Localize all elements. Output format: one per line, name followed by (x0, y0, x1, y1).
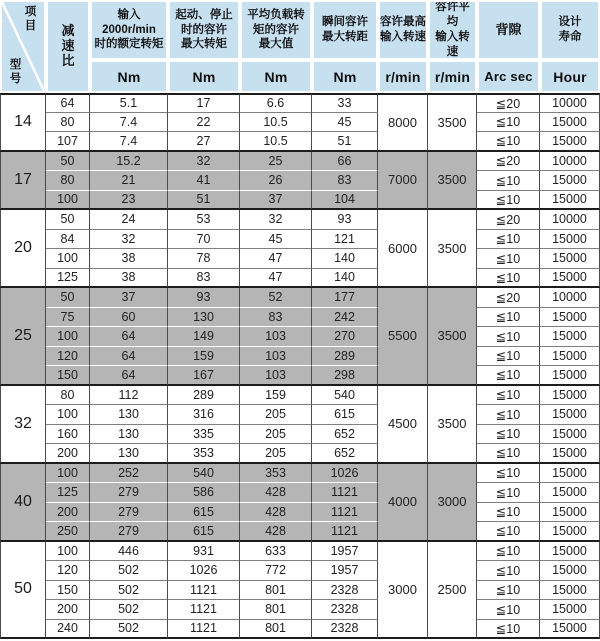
ratio-cell: 50 (46, 152, 90, 172)
start-stop-torque-cell: 78 (168, 249, 240, 269)
backlash-cell: ≦10 (477, 171, 540, 191)
max-input-speed-cell: 7000 (378, 152, 428, 211)
avg-load-torque-cell: 159 (240, 386, 312, 406)
diagonal-label-model: 型号 (9, 59, 22, 86)
start-stop-torque-cell: 1121 (168, 620, 240, 640)
avg-input-speed-cell: 2500 (428, 542, 477, 640)
rated-torque-cell: 279 (90, 483, 168, 503)
ratio-cell: 120 (46, 561, 90, 581)
rated-torque-cell: 130 (90, 444, 168, 464)
header-design-life (540, 0, 600, 60)
design-life-cell: 15000 (540, 581, 600, 601)
design-life-cell: 15000 (540, 600, 600, 620)
instant-torque-cell: 1957 (312, 561, 378, 581)
header-line: 最大转矩 (181, 38, 227, 51)
rated-torque-cell: 130 (90, 425, 168, 445)
ratio-cell: 150 (46, 581, 90, 601)
start-stop-torque-cell: 353 (168, 444, 240, 464)
avg-load-torque-cell: 103 (240, 327, 312, 347)
header-line: 时的额定转矩 (94, 38, 164, 51)
avg-input-speed-cell: 3500 (428, 386, 477, 464)
model-cell: 20 (0, 210, 46, 288)
unit-start-stop-torque: Nm (168, 60, 240, 93)
instant-torque-cell: 1121 (312, 503, 378, 523)
design-life-cell: 15000 (540, 347, 600, 367)
diagonal-header-cell (0, 0, 46, 93)
design-life-cell: 15000 (540, 327, 600, 347)
ratio-cell: 100 (46, 327, 90, 347)
rated-torque-cell: 5.1 (90, 93, 168, 113)
rated-torque-cell: 7.4 (90, 132, 168, 152)
start-stop-torque-cell: 93 (168, 288, 240, 308)
avg-load-torque-cell: 103 (240, 347, 312, 367)
ratio-cell: 80 (46, 171, 90, 191)
model-cell: 32 (0, 386, 46, 464)
backlash-cell: ≦20 (477, 93, 540, 113)
instant-torque-cell: 51 (312, 132, 378, 152)
ratio-cell: 80 (46, 113, 90, 133)
start-stop-torque-cell: 32 (168, 152, 240, 172)
design-life-cell: 15000 (540, 113, 600, 133)
start-stop-torque-cell: 130 (168, 308, 240, 328)
header-backlash: 背隙 (477, 0, 540, 60)
backlash-cell: ≦10 (477, 327, 540, 347)
start-stop-torque-cell: 1121 (168, 600, 240, 620)
design-life-cell: 15000 (540, 386, 600, 406)
avg-load-torque-cell: 47 (240, 249, 312, 269)
avg-input-speed-cell: 3000 (428, 464, 477, 542)
instant-torque-cell: 83 (312, 171, 378, 191)
backlash-cell: ≦10 (477, 366, 540, 386)
rated-torque-cell: 21 (90, 171, 168, 191)
rated-torque-cell: 112 (90, 386, 168, 406)
backlash-cell: ≦10 (477, 191, 540, 211)
start-stop-torque-cell: 615 (168, 503, 240, 523)
header-line: 瞬间容许 (322, 16, 368, 29)
start-stop-torque-cell: 540 (168, 464, 240, 484)
ratio-cell: 200 (46, 600, 90, 620)
design-life-cell: 10000 (540, 210, 600, 230)
ratio-cell: 125 (46, 483, 90, 503)
unit-instant-torque: Nm (312, 60, 378, 93)
avg-load-torque-cell: 83 (240, 308, 312, 328)
avg-load-torque-cell: 10.5 (240, 132, 312, 152)
design-life-cell: 15000 (540, 230, 600, 250)
ratio-cell: 100 (46, 191, 90, 211)
design-life-cell: 15000 (540, 561, 600, 581)
max-input-speed-cell: 5500 (378, 288, 428, 386)
design-life-cell: 15000 (540, 308, 600, 328)
rated-torque-cell: 502 (90, 620, 168, 640)
ratio-cell: 107 (46, 132, 90, 152)
avg-load-torque-cell: 10.5 (240, 113, 312, 133)
instant-torque-cell: 33 (312, 93, 378, 113)
backlash-cell: ≦20 (477, 152, 540, 172)
start-stop-torque-cell: 167 (168, 366, 240, 386)
header-line: 输入 (117, 8, 141, 21)
header-line: 平均负载转 (247, 8, 305, 21)
instant-torque-cell: 540 (312, 386, 378, 406)
backlash-cell: ≦10 (477, 405, 540, 425)
model-cell: 40 (0, 464, 46, 542)
instant-torque-cell: 1121 (312, 522, 378, 542)
ratio-cell: 240 (46, 620, 90, 640)
rated-torque-cell: 23 (90, 191, 168, 211)
ratio-cell: 64 (46, 93, 90, 113)
rated-torque-cell: 7.4 (90, 113, 168, 133)
header-line: 矩的容许 (253, 23, 299, 36)
avg-load-torque-cell: 52 (240, 288, 312, 308)
start-stop-torque-cell: 51 (168, 191, 240, 211)
design-life-cell: 15000 (540, 171, 600, 191)
avg-load-torque-cell: 205 (240, 444, 312, 464)
instant-torque-cell: 652 (312, 425, 378, 445)
design-life-cell: 15000 (540, 249, 600, 269)
instant-torque-cell: 45 (312, 113, 378, 133)
header-start-stop-torque (168, 0, 240, 60)
model-cell: 50 (0, 542, 46, 640)
backlash-cell: ≦10 (477, 113, 540, 133)
instant-torque-cell: 298 (312, 366, 378, 386)
start-stop-torque-cell: 931 (168, 542, 240, 562)
rated-torque-cell: 64 (90, 347, 168, 367)
design-life-cell: 15000 (540, 503, 600, 523)
instant-torque-cell: 93 (312, 210, 378, 230)
avg-input-speed-cell: 3500 (428, 210, 477, 288)
instant-torque-cell: 2328 (312, 620, 378, 640)
instant-torque-cell: 2328 (312, 581, 378, 601)
rated-torque-cell: 502 (90, 600, 168, 620)
instant-torque-cell: 652 (312, 444, 378, 464)
start-stop-torque-cell: 615 (168, 522, 240, 542)
design-life-cell: 15000 (540, 191, 600, 211)
ratio-cell: 100 (46, 542, 90, 562)
model-cell: 17 (0, 152, 46, 211)
rated-torque-cell: 15.2 (90, 152, 168, 172)
start-stop-torque-cell: 1026 (168, 561, 240, 581)
header-line: 2000r/min (102, 23, 156, 36)
backlash-cell: ≦10 (477, 386, 540, 406)
rated-torque-cell: 279 (90, 522, 168, 542)
instant-torque-cell: 289 (312, 347, 378, 367)
design-life-cell: 15000 (540, 620, 600, 640)
design-life-cell: 15000 (540, 464, 600, 484)
rated-torque-cell: 37 (90, 288, 168, 308)
avg-load-torque-cell: 26 (240, 171, 312, 191)
instant-torque-cell: 270 (312, 327, 378, 347)
backlash-cell: ≦10 (477, 308, 540, 328)
rated-torque-cell: 32 (90, 230, 168, 250)
header-avg-load-torque (240, 0, 312, 60)
backlash-cell: ≦10 (477, 132, 540, 152)
backlash-cell: ≦10 (477, 444, 540, 464)
backlash-cell: ≦10 (477, 581, 540, 601)
avg-load-torque-cell: 205 (240, 425, 312, 445)
header-line: 容许最高 (380, 16, 426, 29)
header-avg-input-speed (428, 0, 477, 60)
max-input-speed-cell: 8000 (378, 93, 428, 152)
header-rated-torque (90, 0, 168, 60)
ratio-cell: 120 (46, 347, 90, 367)
max-input-speed-cell: 6000 (378, 210, 428, 288)
header-line: 最大值 (258, 38, 294, 51)
backlash-cell: ≦10 (477, 249, 540, 269)
max-input-speed-cell: 3000 (378, 542, 428, 640)
design-life-cell: 15000 (540, 269, 600, 289)
ratio-cell: 200 (46, 503, 90, 523)
avg-load-torque-cell: 205 (240, 405, 312, 425)
avg-load-torque-cell: 47 (240, 269, 312, 289)
instant-torque-cell: 1026 (312, 464, 378, 484)
avg-load-torque-cell: 25 (240, 152, 312, 172)
header-max-input-speed (378, 0, 428, 60)
ratio-cell: 100 (46, 405, 90, 425)
header-line: 寿命 (558, 31, 582, 43)
rated-torque-cell: 252 (90, 464, 168, 484)
avg-load-torque-cell: 45 (240, 230, 312, 250)
start-stop-torque-cell: 159 (168, 347, 240, 367)
instant-torque-cell: 615 (312, 405, 378, 425)
rated-torque-cell: 60 (90, 308, 168, 328)
ratio-cell: 250 (46, 522, 90, 542)
unit-max-input-speed: r/min (378, 60, 428, 93)
backlash-cell: ≦10 (477, 347, 540, 367)
design-life-cell: 15000 (540, 132, 600, 152)
unit-avg-input-speed: r/min (428, 60, 477, 93)
model-cell: 25 (0, 288, 46, 386)
instant-torque-cell: 2328 (312, 600, 378, 620)
header-line: 最大转距 (322, 31, 368, 43)
instant-torque-cell: 104 (312, 191, 378, 211)
start-stop-torque-cell: 149 (168, 327, 240, 347)
backlash-cell: ≦10 (477, 522, 540, 542)
backlash-cell: ≦20 (477, 210, 540, 230)
avg-load-torque-cell: 772 (240, 561, 312, 581)
unit-design-life: Hour (540, 60, 600, 93)
backlash-cell: ≦10 (477, 542, 540, 562)
backlash-cell: ≦10 (477, 620, 540, 640)
instant-torque-cell: 140 (312, 269, 378, 289)
backlash-cell: ≦10 (477, 464, 540, 484)
design-life-cell: 15000 (540, 542, 600, 562)
avg-load-torque-cell: 801 (240, 620, 312, 640)
instant-torque-cell: 242 (312, 308, 378, 328)
header-instant-torque (312, 0, 378, 60)
model-cell: 14 (0, 93, 46, 152)
start-stop-torque-cell: 83 (168, 269, 240, 289)
start-stop-torque-cell: 289 (168, 386, 240, 406)
start-stop-torque-cell: 316 (168, 405, 240, 425)
instant-torque-cell: 121 (312, 230, 378, 250)
backlash-cell: ≦10 (477, 269, 540, 289)
rated-torque-cell: 502 (90, 561, 168, 581)
avg-load-torque-cell: 6.6 (240, 93, 312, 113)
design-life-cell: 15000 (540, 405, 600, 425)
header-reduction-ratio-label: 减速比 (61, 23, 75, 68)
start-stop-torque-cell: 22 (168, 113, 240, 133)
avg-load-torque-cell: 633 (240, 542, 312, 562)
start-stop-torque-cell: 70 (168, 230, 240, 250)
unit-rated-torque: Nm (90, 60, 168, 93)
design-life-cell: 10000 (540, 288, 600, 308)
header-reduction-ratio (46, 0, 90, 93)
avg-load-torque-cell: 32 (240, 210, 312, 230)
ratio-cell: 80 (46, 386, 90, 406)
instant-torque-cell: 1957 (312, 542, 378, 562)
start-stop-torque-cell: 41 (168, 171, 240, 191)
design-life-cell: 15000 (540, 366, 600, 386)
ratio-cell: 160 (46, 425, 90, 445)
unit-backlash: Arc sec (477, 60, 540, 93)
start-stop-torque-cell: 1121 (168, 581, 240, 601)
start-stop-torque-cell: 586 (168, 483, 240, 503)
rated-torque-cell: 130 (90, 405, 168, 425)
avg-input-speed-cell: 3500 (428, 152, 477, 211)
unit-avg-load-torque: Nm (240, 60, 312, 93)
design-life-cell: 15000 (540, 444, 600, 464)
diagonal-label-item: 项目 (24, 6, 37, 32)
rated-torque-cell: 38 (90, 249, 168, 269)
header-line: 容许平均 (435, 1, 470, 29)
header-line: 设计 (558, 16, 582, 29)
backlash-cell: ≦10 (477, 230, 540, 250)
avg-input-speed-cell: 3500 (428, 93, 477, 152)
avg-load-torque-cell: 37 (240, 191, 312, 211)
backlash-cell: ≦20 (477, 288, 540, 308)
ratio-cell: 125 (46, 269, 90, 289)
design-life-cell: 15000 (540, 425, 600, 445)
start-stop-torque-cell: 17 (168, 93, 240, 113)
design-life-cell: 15000 (540, 483, 600, 503)
backlash-cell: ≦10 (477, 600, 540, 620)
avg-load-torque-cell: 103 (240, 366, 312, 386)
avg-load-torque-cell: 353 (240, 464, 312, 484)
rated-torque-cell: 64 (90, 366, 168, 386)
ratio-cell: 50 (46, 288, 90, 308)
rated-torque-cell: 279 (90, 503, 168, 523)
ratio-cell: 50 (46, 210, 90, 230)
rated-torque-cell: 38 (90, 269, 168, 289)
avg-load-torque-cell: 801 (240, 581, 312, 601)
ratio-cell: 100 (46, 249, 90, 269)
backlash-cell: ≦10 (477, 561, 540, 581)
header-line: 输入转速 (380, 31, 426, 43)
ratio-cell: 150 (46, 366, 90, 386)
header-line: 输入转速 (435, 31, 470, 58)
ratio-cell: 75 (46, 308, 90, 328)
ratio-cell: 100 (46, 464, 90, 484)
header-line: 时的容许 (181, 23, 227, 36)
start-stop-torque-cell: 53 (168, 210, 240, 230)
rated-torque-cell: 24 (90, 210, 168, 230)
design-life-cell: 10000 (540, 93, 600, 113)
design-life-cell: 15000 (540, 522, 600, 542)
avg-load-torque-cell: 801 (240, 600, 312, 620)
rated-torque-cell: 502 (90, 581, 168, 601)
instant-torque-cell: 177 (312, 288, 378, 308)
max-input-speed-cell: 4500 (378, 386, 428, 464)
ratio-cell: 200 (46, 444, 90, 464)
instant-torque-cell: 140 (312, 249, 378, 269)
header-line: 起动、停止 (175, 8, 233, 21)
max-input-speed-cell: 4000 (378, 464, 428, 542)
avg-input-speed-cell: 3500 (428, 288, 477, 386)
start-stop-torque-cell: 27 (168, 132, 240, 152)
ratio-cell: 84 (46, 230, 90, 250)
instant-torque-cell: 1121 (312, 483, 378, 503)
avg-load-torque-cell: 428 (240, 503, 312, 523)
backlash-cell: ≦10 (477, 503, 540, 523)
avg-load-torque-cell: 428 (240, 483, 312, 503)
rated-torque-cell: 446 (90, 542, 168, 562)
avg-load-torque-cell: 428 (240, 522, 312, 542)
start-stop-torque-cell: 335 (168, 425, 240, 445)
rated-torque-cell: 64 (90, 327, 168, 347)
backlash-cell: ≦10 (477, 425, 540, 445)
design-life-cell: 10000 (540, 152, 600, 172)
backlash-cell: ≦10 (477, 483, 540, 503)
instant-torque-cell: 66 (312, 152, 378, 172)
